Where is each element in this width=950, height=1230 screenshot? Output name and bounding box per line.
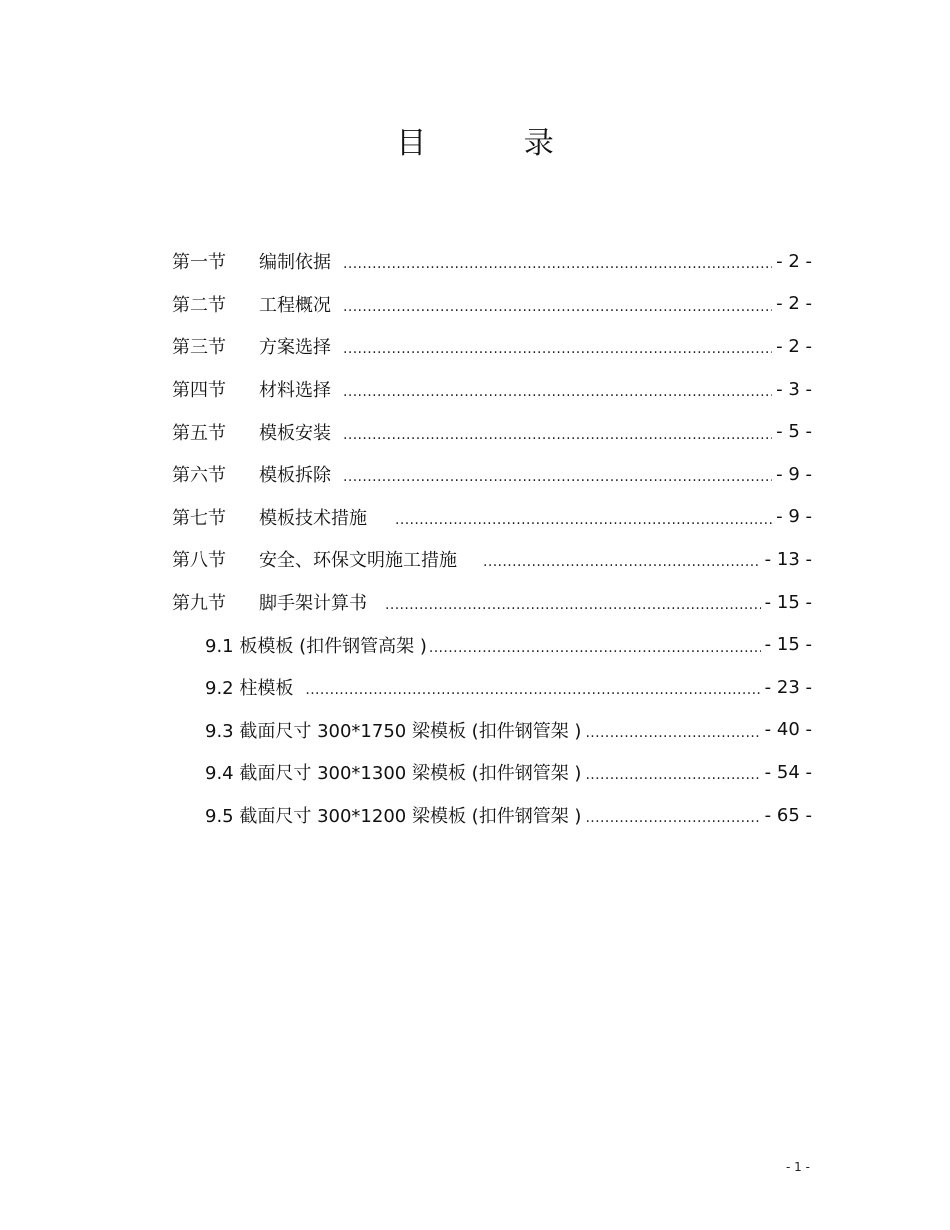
toc-page-number: - 2 - — [776, 335, 812, 357]
toc-dot-leader — [585, 721, 760, 739]
toc-entry[interactable] — [172, 325, 812, 368]
toc-dot-leader — [385, 593, 761, 611]
toc-dot-leader — [483, 550, 761, 568]
toc-dot-leader — [343, 465, 772, 483]
toc-page-number: - 15 - — [764, 591, 812, 613]
toc-entry[interactable] — [172, 240, 812, 283]
toc-chapter-label: 第六节 — [172, 465, 226, 487]
toc-heading: 模板安装 — [259, 422, 331, 444]
toc-dot-leader — [343, 380, 772, 398]
toc-page-number: - 5 - — [776, 421, 812, 443]
toc-dot-leader — [429, 636, 761, 654]
toc-heading: 9.2 柱模板 — [205, 678, 294, 700]
toc-subentry[interactable] — [172, 623, 812, 666]
toc-chapter-label: 第三节 — [172, 337, 226, 359]
toc-dot-leader — [585, 806, 760, 824]
toc-entry[interactable] — [172, 410, 812, 453]
toc-dot-leader — [343, 337, 772, 355]
toc-dot-leader — [305, 678, 760, 696]
toc-entry[interactable] — [172, 496, 812, 539]
toc-heading: 9.4 截面尺寸 300*1300 梁模板 (扣件钢管架 ) — [205, 763, 582, 785]
toc-subentry[interactable] — [172, 666, 812, 709]
toc-subentry[interactable] — [172, 794, 812, 837]
toc-heading: 9.1 板模板 (扣件钢管高架 ) — [205, 635, 427, 657]
toc-subentry[interactable] — [172, 751, 812, 794]
toc-chapter-label: 第二节 — [172, 294, 226, 316]
toc-dot-leader — [585, 763, 760, 781]
toc-chapter-label: 第四节 — [172, 380, 226, 402]
table-of-contents — [172, 240, 812, 836]
toc-page-number: - 40 - — [764, 719, 812, 741]
toc-subentry[interactable] — [172, 709, 812, 752]
toc-heading: 脚手架计算书 — [259, 593, 367, 615]
toc-heading: 模板技术措施 — [259, 507, 367, 529]
toc-page-number: - 65 - — [764, 804, 812, 826]
toc-dot-leader — [343, 252, 772, 270]
toc-heading: 9.3 截面尺寸 300*1750 梁模板 (扣件钢管架 ) — [205, 720, 582, 742]
toc-chapter-label: 第五节 — [172, 422, 226, 444]
toc-page-number: - 9 - — [776, 463, 812, 485]
toc-heading: 安全、环保文明施工措施 — [259, 550, 457, 572]
toc-chapter-label: 第七节 — [172, 507, 226, 529]
toc-page-number: - 9 - — [776, 506, 812, 528]
toc-entry[interactable] — [172, 368, 812, 411]
toc-entry[interactable] — [172, 453, 812, 496]
toc-dot-leader — [343, 295, 772, 313]
toc-heading: 模板拆除 — [259, 465, 331, 487]
toc-entry[interactable] — [172, 283, 812, 326]
toc-entry[interactable] — [172, 581, 812, 624]
toc-page-number: - 15 - — [764, 634, 812, 656]
toc-page-number: - 54 - — [764, 761, 812, 783]
page-number-footer: - 1 - — [786, 1160, 810, 1174]
toc-entry[interactable] — [172, 538, 812, 581]
toc-chapter-label: 第八节 — [172, 550, 226, 572]
toc-page-number: - 2 - — [776, 293, 812, 315]
toc-heading: 材料选择 — [259, 380, 331, 402]
toc-page-number: - 23 - — [764, 676, 812, 698]
toc-page-number: - 13 - — [764, 548, 812, 570]
toc-chapter-label: 第一节 — [172, 252, 226, 274]
page-title: 目 录 — [396, 126, 598, 161]
toc-heading: 工程概况 — [259, 294, 331, 316]
toc-dot-leader — [343, 423, 772, 441]
toc-page-number: - 2 - — [776, 250, 812, 272]
toc-page-number: - 3 - — [776, 378, 812, 400]
toc-dot-leader — [395, 508, 772, 526]
toc-chapter-label: 第九节 — [172, 593, 226, 615]
toc-heading: 编制依据 — [259, 252, 331, 274]
toc-heading: 方案选择 — [259, 337, 331, 359]
toc-heading: 9.5 截面尺寸 300*1200 梁模板 (扣件钢管架 ) — [205, 806, 582, 828]
